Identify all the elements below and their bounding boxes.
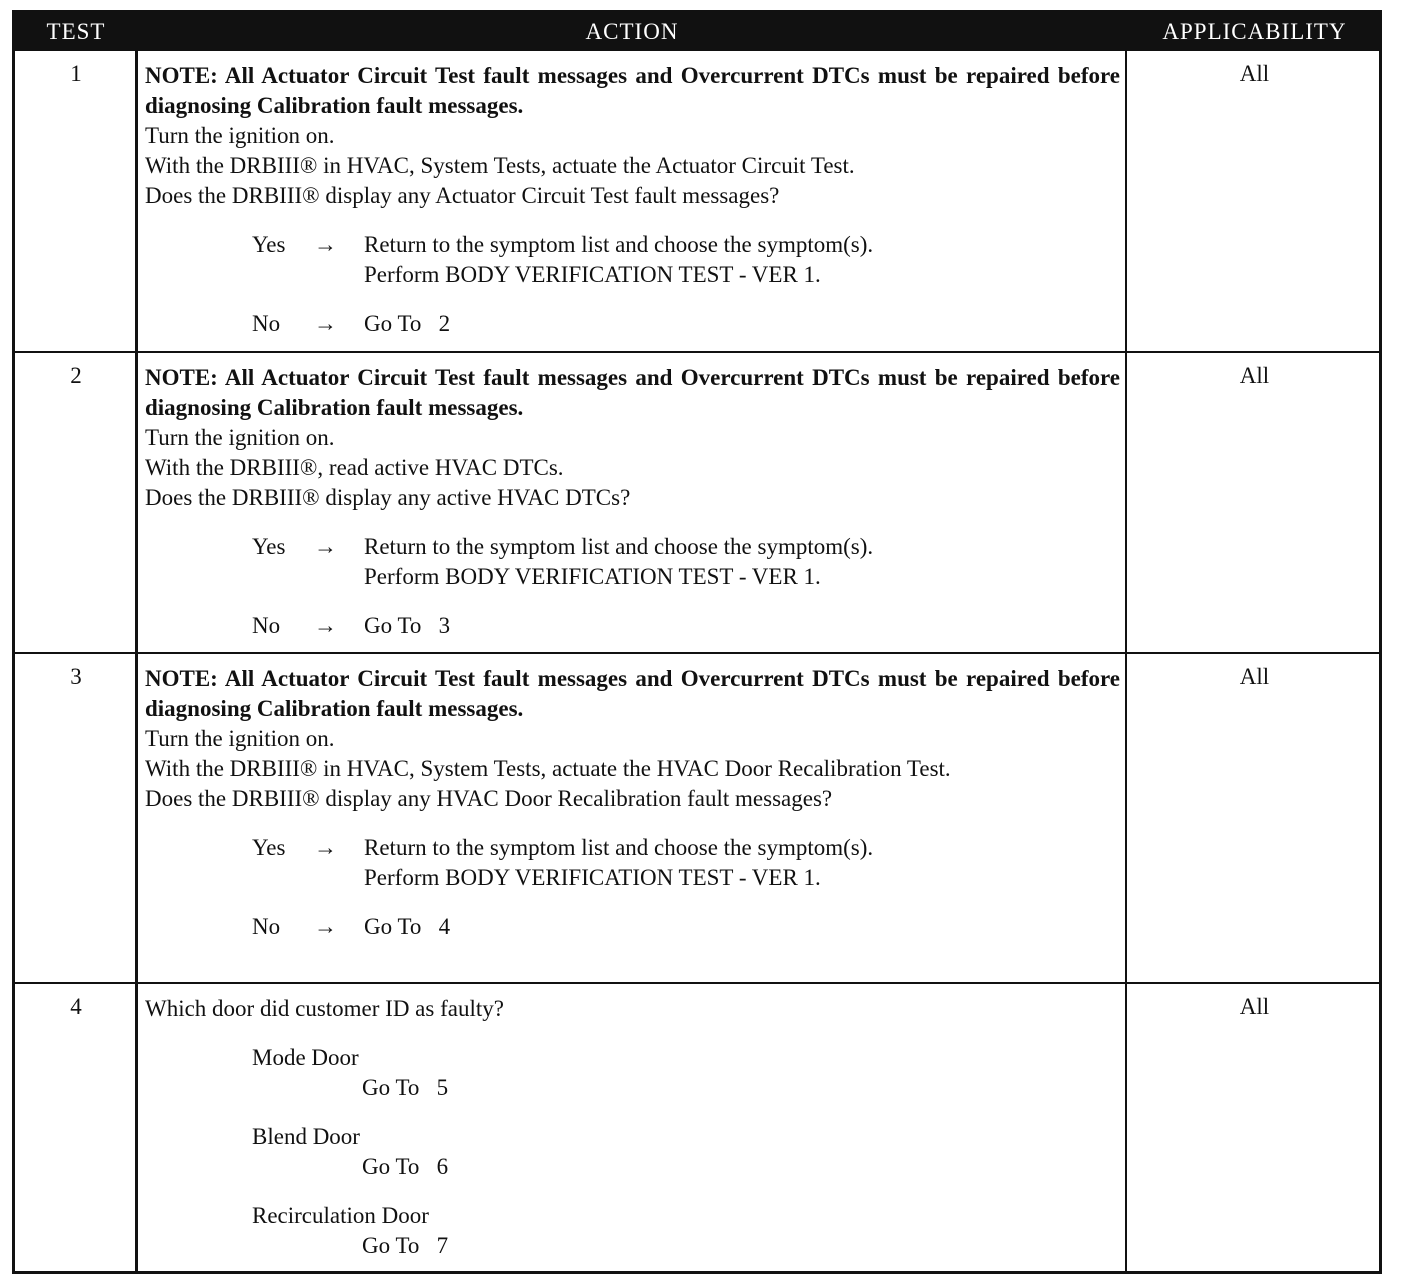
table-row xyxy=(15,51,1379,351)
test-number: 1 xyxy=(70,61,82,86)
yes-action-text: Return to the symptom list and choose the symptom(s). xyxy=(364,534,874,559)
action-line: With the DRBIII®, read active HVAC DTCs. xyxy=(145,455,564,480)
door-option-goto: Go To 7 xyxy=(362,1233,449,1258)
note-text: NOTE: All Actuator Circuit Test fault messages and Overcurrent DTCs must be repaired before diagnosing Calibration fault messages. xyxy=(145,666,1120,721)
no-answer xyxy=(252,611,1120,641)
yes-answer xyxy=(252,532,1120,562)
no-answer xyxy=(252,912,1120,942)
header-test: TEST xyxy=(46,19,106,44)
action-cell xyxy=(145,994,1120,1261)
test-number: 4 xyxy=(70,994,82,1019)
table-row xyxy=(15,982,1379,1273)
yes-action-text-2: Perform BODY VERIFICATION TEST - VER 1. xyxy=(364,564,821,589)
door-option-label: Mode Door xyxy=(252,1045,359,1070)
no-label: No xyxy=(252,613,281,638)
action-cell xyxy=(145,61,1120,339)
yes-label: Yes xyxy=(252,232,286,257)
action-line: With the DRBIII® in HVAC, System Tests, actuate the HVAC Door Recalibration Test. xyxy=(145,756,951,781)
note-text: NOTE: All Actuator Circuit Test fault messages and Overcurrent DTCs must be repaired before diagnosing Calibration fault messages. xyxy=(145,63,1120,118)
yes-action-text: Return to the symptom list and choose the symptom(s). xyxy=(364,835,874,860)
action-line: Does the DRBIII® display any HVAC Door Recalibration fault messages? xyxy=(145,786,833,811)
no-action-text: Go To 4 xyxy=(364,914,451,939)
no-action-text: Go To 3 xyxy=(364,613,451,638)
action-line: Turn the ignition on. xyxy=(145,425,335,450)
action-cell xyxy=(145,363,1120,641)
door-option-goto: Go To 5 xyxy=(362,1075,449,1100)
action-line: Does the DRBIII® display any active HVAC DTCs? xyxy=(145,485,631,510)
arrow-icon: → xyxy=(314,613,337,638)
arrow-icon: → xyxy=(314,232,337,257)
diagnostic-table xyxy=(12,10,1382,1274)
action-line: Does the DRBIII® display any Actuator Circuit Test fault messages? xyxy=(145,183,780,208)
yes-label: Yes xyxy=(252,835,286,860)
yes-label: Yes xyxy=(252,534,286,559)
test-number: 2 xyxy=(70,363,82,388)
table-header xyxy=(15,13,1379,51)
arrow-icon: → xyxy=(314,311,337,336)
no-answer xyxy=(252,309,1120,339)
question-text: Which door did customer ID as faulty? xyxy=(145,996,504,1021)
no-label: No xyxy=(252,914,281,939)
yes-action-text: Return to the symptom list and choose the symptom(s). xyxy=(364,232,874,257)
no-label: No xyxy=(252,311,281,336)
yes-answer xyxy=(252,230,1120,260)
applicability-value: All xyxy=(1239,61,1270,86)
arrow-icon: → xyxy=(314,835,337,860)
arrow-icon: → xyxy=(314,914,337,939)
applicability-value: All xyxy=(1239,994,1270,1019)
applicability-value: All xyxy=(1239,664,1270,689)
action-line: With the DRBIII® in HVAC, System Tests, actuate the Actuator Circuit Test. xyxy=(145,153,855,178)
table-row xyxy=(15,652,1379,984)
table-row xyxy=(15,351,1379,653)
door-option-label: Blend Door xyxy=(252,1124,360,1149)
yes-action-text-2: Perform BODY VERIFICATION TEST - VER 1. xyxy=(364,865,821,890)
action-line: Turn the ignition on. xyxy=(145,123,335,148)
arrow-icon: → xyxy=(314,534,337,559)
door-option-goto: Go To 6 xyxy=(362,1154,449,1179)
note-text: NOTE: All Actuator Circuit Test fault messages and Overcurrent DTCs must be repaired before diagnosing Calibration fault messages. xyxy=(145,365,1120,420)
header-applicability: APPLICABILITY xyxy=(1162,19,1347,44)
header-action: ACTION xyxy=(585,19,679,44)
yes-answer xyxy=(252,833,1120,863)
door-option-label: Recirculation Door xyxy=(252,1203,429,1228)
test-number: 3 xyxy=(70,664,82,689)
no-action-text: Go To 2 xyxy=(364,311,451,336)
yes-action-text-2: Perform BODY VERIFICATION TEST - VER 1. xyxy=(364,262,821,287)
action-line: Turn the ignition on. xyxy=(145,726,335,751)
action-cell xyxy=(145,664,1120,942)
applicability-value: All xyxy=(1239,363,1270,388)
